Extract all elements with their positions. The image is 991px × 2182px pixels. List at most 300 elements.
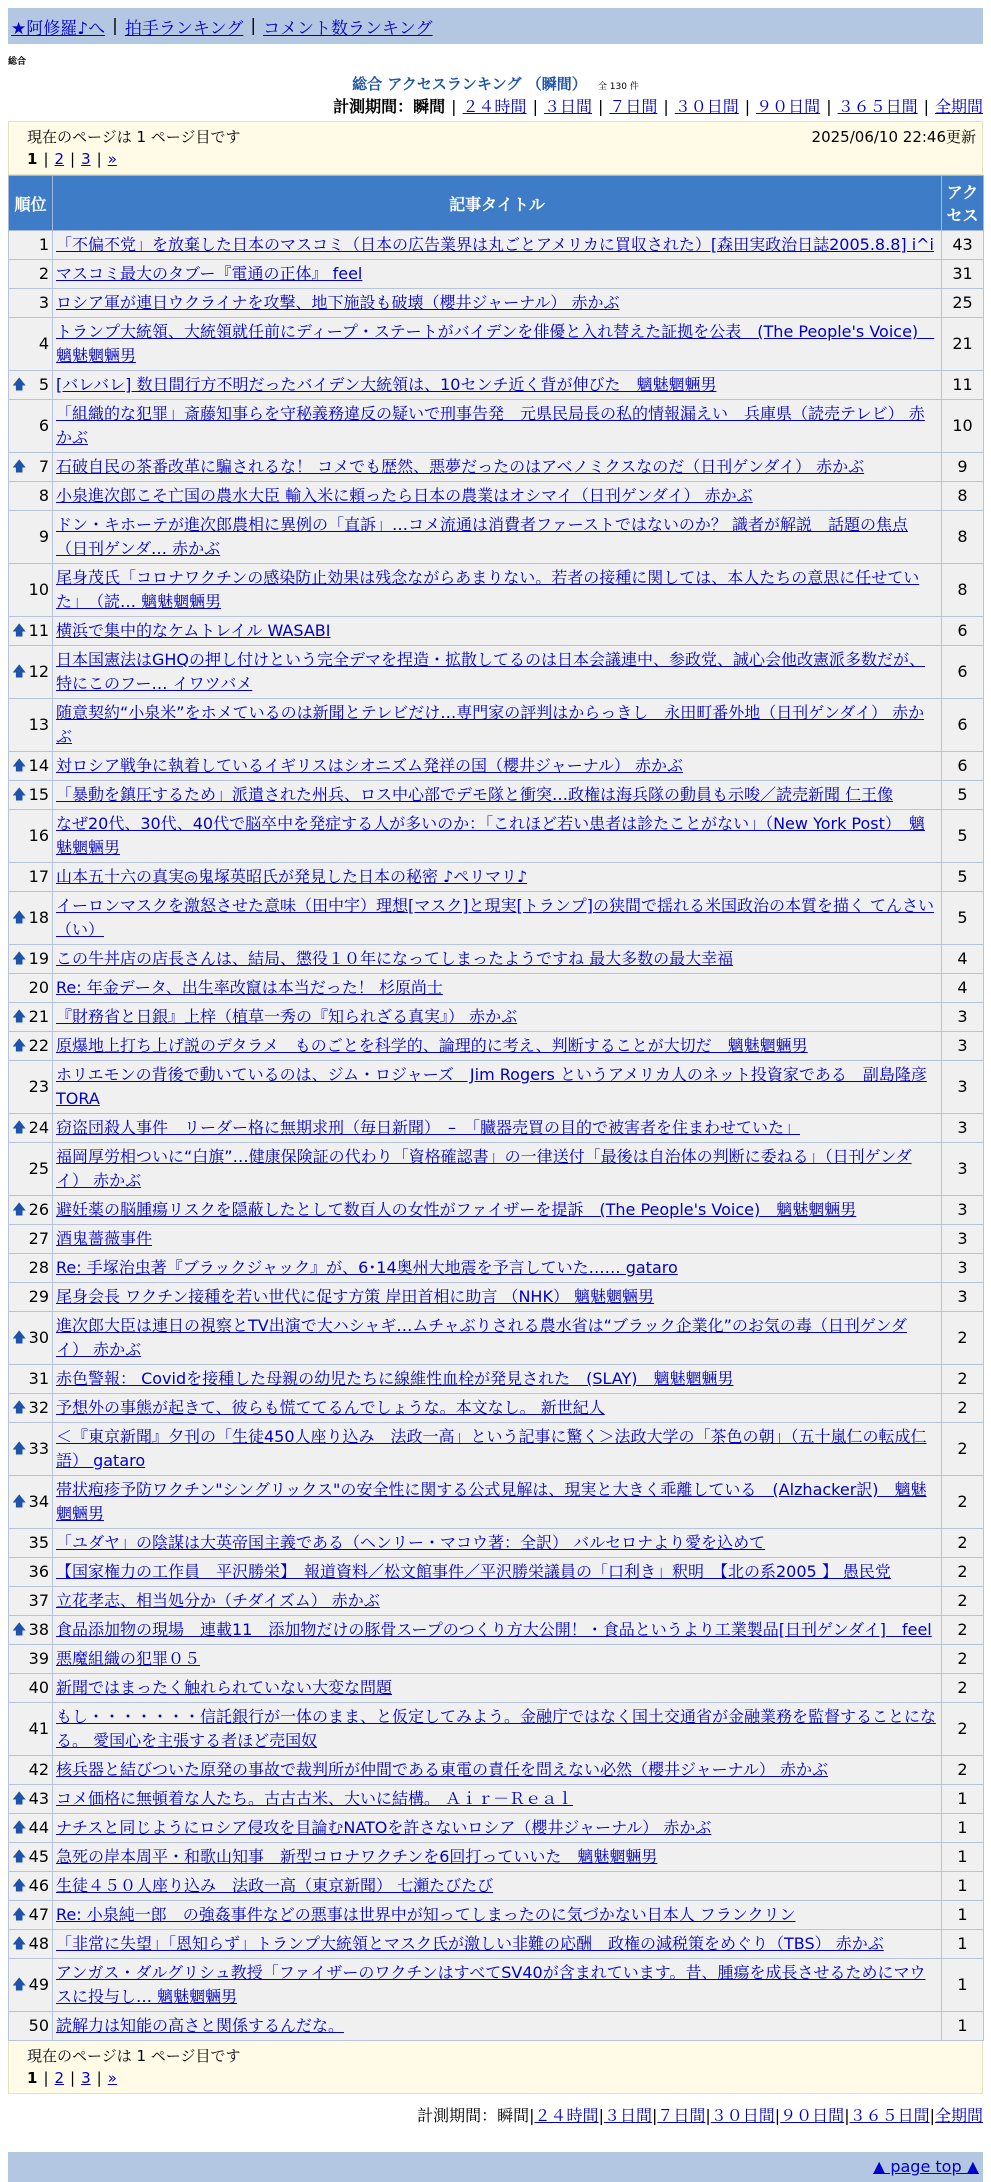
period-option-link[interactable]: ３０日間 bbox=[710, 2106, 775, 2125]
up-arrow-icon: 🡅 bbox=[12, 1120, 27, 1136]
rank-number: 35 bbox=[28, 1533, 49, 1552]
table-row bbox=[9, 289, 984, 318]
article-title-link[interactable]: 読解力は知能の高さと関係するんだな。 bbox=[56, 2016, 345, 2035]
up-arrow-icon: 🡅 bbox=[12, 1441, 27, 1457]
comment-ranking-link[interactable]: コメント数ランキング bbox=[263, 18, 433, 39]
title-cell bbox=[53, 1254, 942, 1283]
page-separator: | bbox=[43, 150, 49, 168]
up-arrow-icon: 🡅 bbox=[12, 1400, 27, 1416]
article-title-link[interactable]: 悪魔組織の犯罪０５ bbox=[56, 1649, 201, 1668]
page-info: 現在のページは 1 ページ目です bbox=[27, 128, 241, 146]
top-nav-bar bbox=[8, 8, 983, 44]
title-cell bbox=[53, 564, 942, 617]
table-row bbox=[9, 974, 984, 1003]
table-row bbox=[9, 453, 984, 482]
article-title-link[interactable]: 山本五十六の真実◎鬼塚英昭氏が発見した日本の秘密 ♪ペリマリ♪ bbox=[56, 867, 528, 886]
rank-number: 25 bbox=[28, 1159, 49, 1178]
access-count: 1 bbox=[942, 1843, 984, 1872]
article-title-link[interactable]: 進次郎大臣は連日の視察とTV出演で大ハシャギ…ムチャぶりされる農水省は“ブラック企業化”のお気の毒（日刊ゲンダイ） 赤かぶ bbox=[56, 1316, 907, 1359]
rank-number: 38 bbox=[28, 1620, 49, 1639]
rank-number: 41 bbox=[28, 1719, 49, 1738]
applause-ranking-link[interactable]: 拍手ランキング bbox=[124, 18, 244, 39]
article-title-link[interactable]: Re: 小泉純一郎 の強姦事件などの悪事は世界中が知ってしまったのに気づかない日本人 フランクリン bbox=[56, 1905, 796, 1924]
title-cell bbox=[53, 1616, 942, 1645]
title-cell bbox=[53, 1529, 942, 1558]
title-cell bbox=[53, 1032, 942, 1061]
rank-number: 9 bbox=[38, 527, 49, 546]
title-cell bbox=[53, 646, 942, 699]
article-title-link[interactable]: 「非常に失望」「恩知らず」トランプ大統領とマスク氏が激しい非難の応酬 政権の減税策をめぐり（TBS） 赤かぶ bbox=[56, 1934, 884, 1953]
access-count: 3 bbox=[942, 1061, 984, 1114]
period-label: 計測期間： bbox=[333, 97, 414, 116]
section-label: 総合 bbox=[8, 57, 27, 67]
access-count: 9 bbox=[942, 453, 984, 482]
period-option-link[interactable]: ７日間 bbox=[657, 2106, 706, 2125]
up-arrow-icon: 🡅 bbox=[12, 623, 27, 639]
access-count: 3 bbox=[942, 1196, 984, 1225]
title-cell bbox=[53, 1365, 942, 1394]
period-option-link[interactable]: ３日間 bbox=[603, 2106, 652, 2125]
article-title-link[interactable]: [バレバレ] 数日間行方不明だったバイデン大統領は、10センチ近く背が伸びた 魑魅魍魎男 bbox=[56, 375, 717, 394]
access-count: 3 bbox=[942, 1143, 984, 1196]
up-arrow-icon: 🡅 bbox=[12, 1849, 27, 1865]
title-cell bbox=[53, 1061, 942, 1114]
table-row bbox=[9, 1930, 984, 1959]
title-cell bbox=[53, 1312, 942, 1365]
access-count: 25 bbox=[942, 289, 984, 318]
table-row bbox=[9, 781, 984, 810]
rank-cell bbox=[9, 371, 53, 400]
table-row bbox=[9, 1394, 984, 1423]
rank-cell bbox=[9, 1843, 53, 1872]
period-option-link[interactable]: ２４時間 bbox=[462, 97, 527, 116]
rank-number: 23 bbox=[28, 1077, 49, 1096]
article-title-link[interactable]: 【国家権力の工作員 平沢勝栄】 報道資料／松文館事件／平沢勝栄議員の「口利き」釈明 【北の系2005 】 愚民党 bbox=[56, 1562, 891, 1581]
rank-number: 11 bbox=[28, 621, 49, 640]
table-row bbox=[9, 1114, 984, 1143]
access-count: 5 bbox=[942, 810, 984, 863]
article-title-link[interactable]: 急死の岸本周平・和歌山知事 新型コロナワクチンを6回打っていいた 魑魅魍魎男 bbox=[56, 1847, 658, 1866]
article-title-link[interactable]: Re: 手塚治虫著『ブラックジャック』が、6･14奥州大地震を予言していた…… gataro bbox=[56, 1258, 678, 1277]
period-option-link[interactable]: ３０日間 bbox=[674, 97, 739, 116]
page-separator: | bbox=[70, 2069, 76, 2087]
table-row bbox=[9, 400, 984, 453]
table-row bbox=[9, 482, 984, 511]
access-count: 2 bbox=[942, 1365, 984, 1394]
table-row bbox=[9, 260, 984, 289]
period-separator: | bbox=[774, 2106, 781, 2125]
page-top-link[interactable]: ▲ page top ▲ bbox=[872, 2157, 979, 2176]
article-title-link[interactable]: コメ価格に無頓着な人たち。古古古米、大いに結構。 Ａｉｒ－Ｒｅａｌ bbox=[56, 1789, 574, 1808]
title-cell bbox=[53, 863, 942, 892]
table-row bbox=[9, 945, 984, 974]
up-arrow-icon: 🡅 bbox=[12, 1791, 27, 1807]
table-row bbox=[9, 1756, 984, 1785]
table-row bbox=[9, 1959, 984, 2012]
ranking-title-text: 総合 アクセスランキング （瞬間） bbox=[352, 75, 587, 93]
page-link[interactable]: 2 bbox=[54, 150, 65, 168]
access-count: 8 bbox=[942, 564, 984, 617]
access-count: 1 bbox=[942, 1930, 984, 1959]
title-cell bbox=[53, 1645, 942, 1674]
rank-number: 43 bbox=[28, 1789, 49, 1808]
article-title-link[interactable]: Re: 年金データ、出生率改竄は本当だった！ 杉原尚士 bbox=[56, 978, 443, 997]
access-count: 2 bbox=[942, 1674, 984, 1703]
rank-cell bbox=[9, 318, 53, 371]
article-title-link[interactable]: 予想外の事態が起きて、彼らも慌ててるんでしょうな。本文なし。 新世紀人 bbox=[56, 1398, 605, 1417]
table-row bbox=[9, 1674, 984, 1703]
title-cell bbox=[53, 482, 942, 511]
article-title-link[interactable]: アンガス・ダルグリシュ教授「ファイザーのワクチンはすべてSV40が含まれています。昔、腫瘍を成長させるためにマウスに投与し… 魑魅魍魎男 bbox=[56, 1963, 926, 2006]
period-option-link[interactable]: ７日間 bbox=[609, 97, 658, 116]
period-option-link[interactable]: 全期間 bbox=[934, 97, 983, 116]
rank-cell bbox=[9, 1930, 53, 1959]
rank-number: 50 bbox=[28, 2016, 49, 2035]
title-cell bbox=[53, 1587, 942, 1616]
article-title-link[interactable]: ＜『東京新聞』夕刊の「生徒450人座り込み 法政一高」という記事に驚く＞法政大学の「茶色の朝」（五十嵐仁の転成仁語） gataro bbox=[56, 1427, 927, 1470]
pagination bbox=[27, 150, 117, 168]
rank-number: 20 bbox=[28, 978, 49, 997]
access-count: 8 bbox=[942, 511, 984, 564]
access-count: 6 bbox=[942, 617, 984, 646]
title-cell bbox=[53, 1196, 942, 1225]
table-row bbox=[9, 564, 984, 617]
table-row bbox=[9, 1814, 984, 1843]
period-option-link[interactable]: ９０日間 bbox=[780, 2106, 845, 2125]
table-row bbox=[9, 1901, 984, 1930]
rank-number: 27 bbox=[28, 1229, 49, 1248]
article-title-link[interactable]: 酒鬼薔薇事件 bbox=[56, 1229, 153, 1248]
page-info: 現在のページは 1 ページ目です bbox=[27, 2047, 241, 2065]
rank-number: 24 bbox=[28, 1118, 49, 1137]
next-page-link[interactable]: » bbox=[107, 2069, 117, 2087]
article-title-link[interactable]: 日本国憲法はGHQの押し付けという完全デマを捏造・拡散してるのは日本会議連中、参政党、誠心会他改憲派多数だが、特にこのフー… イワツバメ bbox=[56, 650, 926, 693]
rank-cell bbox=[9, 400, 53, 453]
table-row bbox=[9, 1872, 984, 1901]
article-title-link[interactable]: ホリエモンの背後で動いているのは、ジム・ロジャーズ Jim Rogers というアメリカ人のネット投資家である 副島隆彦 TORA bbox=[56, 1065, 927, 1108]
rank-number: 6 bbox=[38, 416, 49, 435]
access-count: 2 bbox=[942, 1616, 984, 1645]
period-option-link[interactable]: ３６５日間 bbox=[837, 97, 918, 116]
period-separator: | bbox=[844, 2106, 850, 2125]
period-option-link[interactable]: ９０日間 bbox=[756, 97, 821, 116]
rank-number: 16 bbox=[28, 826, 49, 845]
table-row bbox=[9, 1476, 984, 1529]
access-count: 5 bbox=[942, 892, 984, 945]
rank-cell bbox=[9, 2012, 53, 2041]
table-row bbox=[9, 1365, 984, 1394]
rank-cell bbox=[9, 1061, 53, 1114]
access-count: 2 bbox=[942, 1312, 984, 1365]
article-title-link[interactable]: 尾身茂氏「コロナワクチンの感染防止効果は残念ながらあまりない。若者の接種に関しては、本人たちの意思に任せていた」 （読… 魑魅魍魎男 bbox=[56, 568, 920, 611]
article-title-link[interactable]: トランプ大統領、大統領就任前にディープ・ステートがバイデンを俳優と入れ替えた証拠を公表 (The People's Voice) 魑魅魍魎男 bbox=[56, 322, 935, 365]
table-row bbox=[9, 1254, 984, 1283]
access-count: 8 bbox=[942, 482, 984, 511]
access-count: 2 bbox=[942, 1645, 984, 1674]
table-row bbox=[9, 1645, 984, 1674]
rank-cell bbox=[9, 1143, 53, 1196]
period-current: 瞬間 bbox=[497, 2106, 530, 2125]
rank-cell bbox=[9, 617, 53, 646]
article-title-link[interactable]: 「暴動を鎮圧するため」派遣された州兵、ロス中心部でデモ隊と衝突…政権は海兵隊の動員も示唆／読売新聞 仁王像 bbox=[56, 785, 894, 804]
rank-number: 29 bbox=[28, 1287, 49, 1306]
rank-cell bbox=[9, 1003, 53, 1032]
rank-number: 2 bbox=[38, 264, 49, 283]
rank-number: 15 bbox=[28, 785, 49, 804]
period-separator: | bbox=[529, 2106, 535, 2125]
title-cell bbox=[53, 699, 942, 752]
title-cell bbox=[53, 400, 942, 453]
access-count: 6 bbox=[942, 752, 984, 781]
article-title-link[interactable]: 「組織的な犯罪」斎藤知事らを守秘義務違反の疑いで刑事告発 元県民局長の私的情報漏えい 兵庫県（読売テレビ） 赤かぶ bbox=[56, 404, 925, 447]
next-page-link[interactable]: » bbox=[107, 150, 117, 168]
article-title-link[interactable]: 立花孝志、相当処分か（チダイズム） 赤かぶ bbox=[56, 1591, 380, 1610]
page-separator: | bbox=[96, 150, 102, 168]
rank-cell bbox=[9, 482, 53, 511]
rank-number: 17 bbox=[28, 867, 49, 886]
period-separator: | bbox=[929, 2106, 935, 2125]
access-count: 3 bbox=[942, 1254, 984, 1283]
access-count: 43 bbox=[942, 231, 984, 260]
title-cell bbox=[53, 1114, 942, 1143]
title-cell bbox=[53, 1143, 942, 1196]
rank-number: 37 bbox=[28, 1591, 49, 1610]
article-title-link[interactable]: 小泉進次郎こそ亡国の農水大臣 輸入米に頼ったら日本の農業はオシマイ（日刊ゲンダイ） 赤かぶ bbox=[56, 486, 753, 505]
article-title-link[interactable]: 対ロシア戦争に執着しているイギリスはシオニズム発祥の国（櫻井ジャーナル） 赤かぶ bbox=[56, 756, 684, 775]
article-title-link[interactable]: 福岡厚労相ついに“白旗”…健康保険証の代わり「資格確認書」の一律送付「最後は自治体の判断に委ねる」（日刊ゲンダイ） 赤かぶ bbox=[56, 1147, 912, 1190]
header-title: 記事タイトル bbox=[53, 176, 942, 231]
rank-number: 48 bbox=[28, 1934, 49, 1953]
access-count: 1 bbox=[942, 1959, 984, 2012]
table-row bbox=[9, 1558, 984, 1587]
table-row bbox=[9, 1196, 984, 1225]
rank-cell bbox=[9, 231, 53, 260]
rank-cell bbox=[9, 260, 53, 289]
access-count: 3 bbox=[942, 1032, 984, 1061]
period-separator: | bbox=[532, 97, 538, 116]
article-title-link[interactable]: マスコミ最大のタブー『電通の正体』 feel bbox=[56, 264, 363, 283]
up-arrow-icon: 🡅 bbox=[12, 1330, 27, 1346]
rank-cell bbox=[9, 1032, 53, 1061]
rank-cell bbox=[9, 511, 53, 564]
period-separator: | bbox=[651, 2106, 658, 2125]
title-cell bbox=[53, 945, 942, 974]
up-arrow-icon: 🡅 bbox=[12, 664, 27, 680]
article-title-link[interactable]: ドン・キホーテが進次郎農相に異例の「直訴」…コメ流通は消費者ファーストではないのか？ 識者が解説 話題の焦点（日刊ゲンダ… 赤かぶ bbox=[56, 515, 908, 558]
rank-cell bbox=[9, 1587, 53, 1616]
rank-number: 10 bbox=[28, 580, 49, 599]
access-count: 1 bbox=[942, 1785, 984, 1814]
up-arrow-icon: 🡅 bbox=[12, 758, 27, 774]
period-label: 計測期間： bbox=[417, 2106, 498, 2125]
table-row bbox=[9, 1616, 984, 1645]
article-title-link[interactable]: 窃盗団殺人事件 リーダー格に無期求刑（毎日新聞） – 「臓器売買の目的で被害者を住まわせていた」 bbox=[56, 1118, 801, 1137]
rank-cell bbox=[9, 1674, 53, 1703]
article-title-link[interactable]: ナチスと同じようにロシア侵攻を目論むNATOを許さないロシア（櫻井ジャーナル） 赤かぶ bbox=[56, 1818, 712, 1837]
rank-number: 32 bbox=[28, 1398, 49, 1417]
article-title-link[interactable]: 石破自民の茶番改革に騙されるな！ コメでも歴然、悪夢だったのはアベノミクスなのだ（日刊ゲンダイ） 赤かぶ bbox=[56, 457, 865, 476]
access-count: 1 bbox=[942, 1872, 984, 1901]
article-title-link[interactable]: 随意契約“小泉米”をホメているのは新聞とテレビだけ…専門家の評判はからっきし 永田町番外地（日刊ゲンダイ） 赤かぶ bbox=[56, 703, 925, 746]
rank-number: 5 bbox=[38, 375, 49, 394]
pager-bottom bbox=[8, 2041, 983, 2094]
up-arrow-icon: 🡅 bbox=[12, 1820, 27, 1836]
title-cell bbox=[53, 231, 942, 260]
up-arrow-icon: 🡅 bbox=[12, 1878, 27, 1894]
table-row bbox=[9, 318, 984, 371]
page-link[interactable]: 3 bbox=[81, 150, 91, 168]
title-cell bbox=[53, 2012, 942, 2041]
rank-cell bbox=[9, 564, 53, 617]
rank-cell bbox=[9, 1394, 53, 1423]
access-count: 1 bbox=[942, 1901, 984, 1930]
table-row bbox=[9, 1785, 984, 1814]
article-title-link[interactable]: 避妊薬の脳腫瘍リスクを隠蔽したとして数百人の女性がファイザーを提訴 (The People's Voice) 魑魅魍魎男 bbox=[56, 1200, 857, 1219]
title-cell bbox=[53, 1558, 942, 1587]
period-separator: | bbox=[705, 2106, 711, 2125]
rank-cell bbox=[9, 1872, 53, 1901]
rank-number: 12 bbox=[28, 662, 49, 681]
access-count: 21 bbox=[942, 318, 984, 371]
table-row bbox=[9, 1529, 984, 1558]
article-title-link[interactable]: 原爆地上打ち上げ説のデタラメ ものごとを科学的、論理的に考え、判断することが大切だ 魑魅魍魎男 bbox=[56, 1036, 808, 1055]
article-title-link[interactable]: 尾身会長 ワクチン接種を若い世代に促す方策 岸田首相に助言 （NHK） 魑魅魍魎男 bbox=[56, 1287, 655, 1306]
article-title-link[interactable]: 赤色警報： Covidを接種した母親の幼児たちに線維性血栓が発見された (SLAY) 魑魅魍魎男 bbox=[56, 1369, 734, 1388]
article-title-link[interactable]: この牛丼店の店長さんは、結局、懲役１０年になってしまったようですね 最大多数の最大幸福 bbox=[56, 949, 734, 968]
title-cell bbox=[53, 453, 942, 482]
table-row bbox=[9, 1587, 984, 1616]
header-rank: 順位 bbox=[9, 176, 53, 231]
rank-number: 30 bbox=[28, 1328, 49, 1347]
article-title-link[interactable]: 食品添加物の現場 連載11 添加物だけの豚骨スープのつくり方大公開！・食品というより工業製品[日刊ゲンダイ] feel bbox=[56, 1620, 932, 1639]
current-page: 1 bbox=[27, 150, 38, 168]
page-link[interactable]: 3 bbox=[81, 2069, 91, 2087]
rank-number: 18 bbox=[28, 908, 49, 927]
article-title-link[interactable]: 『財務省と日銀』上梓（植草一秀の『知られざる真実』） 赤かぶ bbox=[56, 1007, 518, 1026]
rank-cell bbox=[9, 1616, 53, 1645]
title-cell bbox=[53, 318, 942, 371]
article-title-link[interactable]: 帯状疱疹予防ワクチン"シングリックス"の安全性に関する公式見解は、現実と大きく乖離している (Alzhacker訳) 魑魅魍魎男 bbox=[56, 1480, 927, 1523]
rank-number: 14 bbox=[28, 756, 49, 775]
rank-number: 40 bbox=[28, 1678, 49, 1697]
article-title-link[interactable]: なぜ20代、30代、40代で脳卒中を発症する人が多いのか：「これほど若い患者は診たことがない」（New York Post） 魑魅魍魎男 bbox=[56, 814, 925, 857]
access-count: 2 bbox=[942, 1558, 984, 1587]
title-cell bbox=[53, 1003, 942, 1032]
rank-cell bbox=[9, 1645, 53, 1674]
rank-cell bbox=[9, 1901, 53, 1930]
rank-cell bbox=[9, 1196, 53, 1225]
period-option-link[interactable]: 全期間 bbox=[934, 2106, 983, 2125]
access-count: 2 bbox=[942, 1394, 984, 1423]
title-cell bbox=[53, 371, 942, 400]
period-option-link[interactable]: ３日間 bbox=[543, 97, 592, 116]
article-title-link[interactable]: 横浜で集中的なケムトレイル WASABI bbox=[56, 621, 331, 640]
article-title-link[interactable]: 新聞ではまったく触れられていない大変な問題 bbox=[56, 1678, 393, 1697]
article-title-link[interactable]: 核兵器と結びついた原発の事故で裁判所が仲間である東電の責任を問えない必然（櫻井ジャーナル） 赤かぶ bbox=[56, 1760, 828, 1779]
rank-number: 46 bbox=[28, 1876, 49, 1895]
rank-number: 36 bbox=[28, 1562, 49, 1581]
article-title-link[interactable]: ロシア軍が連日ウクライナを攻撃、地下施設も破壊（櫻井ジャーナル） 赤かぶ bbox=[56, 293, 620, 312]
rank-number: 45 bbox=[28, 1847, 49, 1866]
title-cell bbox=[53, 1423, 942, 1476]
article-title-link[interactable]: 「不偏不党」を放棄した日本のマスコミ（日本の広告業界は丸ごとアメリカに買収された）[森田実政治日誌2005.8.8] i^i bbox=[56, 235, 934, 254]
title-cell bbox=[53, 617, 942, 646]
up-arrow-icon: 🡅 bbox=[12, 459, 27, 475]
rank-number: 7 bbox=[38, 457, 49, 476]
period-option-link[interactable]: ２４時間 bbox=[534, 2106, 599, 2125]
access-count: 3 bbox=[942, 1225, 984, 1254]
rank-cell bbox=[9, 646, 53, 699]
table-row bbox=[9, 231, 984, 260]
up-arrow-icon: 🡅 bbox=[12, 1494, 27, 1510]
table-row bbox=[9, 1143, 984, 1196]
rank-number: 28 bbox=[28, 1258, 49, 1277]
table-row bbox=[9, 863, 984, 892]
period-separator: | bbox=[451, 97, 457, 116]
rank-cell bbox=[9, 810, 53, 863]
rank-cell bbox=[9, 699, 53, 752]
period-option-link[interactable]: ３６５日間 bbox=[849, 2106, 930, 2125]
access-count: 11 bbox=[942, 371, 984, 400]
rank-cell bbox=[9, 1476, 53, 1529]
rank-cell bbox=[9, 1254, 53, 1283]
rank-cell bbox=[9, 1959, 53, 2012]
article-title-link[interactable]: イーロンマスクを激怒させた意味（田中宇）理想[マスク]と現実[トランプ]の狭間で揺れる米国政治の本質を描く てんさい（い） bbox=[56, 896, 935, 939]
up-arrow-icon: 🡅 bbox=[12, 1907, 27, 1923]
up-arrow-icon: 🡅 bbox=[12, 1038, 27, 1054]
article-title-link[interactable]: もし・・・・・・・信託銀行が一体のまま、と仮定してみよう。金融庁ではなく国土交通省が金融業務を監督することになる。 愛国心を主張する者ほど売国奴 bbox=[56, 1707, 937, 1750]
rank-number: 34 bbox=[28, 1492, 49, 1511]
rank-cell bbox=[9, 863, 53, 892]
up-arrow-icon: 🡅 bbox=[12, 1009, 27, 1025]
title-cell bbox=[53, 1476, 942, 1529]
home-link[interactable]: ★阿修羅♪へ bbox=[11, 18, 106, 39]
rank-number: 21 bbox=[28, 1007, 49, 1026]
up-arrow-icon: 🡅 bbox=[12, 377, 27, 393]
title-cell bbox=[53, 1674, 942, 1703]
title-cell bbox=[53, 1872, 942, 1901]
title-cell bbox=[53, 1959, 942, 2012]
rank-number: 19 bbox=[28, 949, 49, 968]
access-count: 5 bbox=[942, 863, 984, 892]
page-link[interactable]: 2 bbox=[54, 2069, 65, 2087]
rank-number: 49 bbox=[28, 1975, 49, 1994]
rank-number: 26 bbox=[28, 1200, 49, 1219]
rank-cell bbox=[9, 453, 53, 482]
up-arrow-icon: 🡅 bbox=[12, 1202, 27, 1218]
access-count: 10 bbox=[942, 400, 984, 453]
title-cell bbox=[53, 289, 942, 318]
nav-separator: | bbox=[112, 16, 118, 36]
article-title-link[interactable]: 生徒４５０人座り込み 法政一高（東京新聞） 七瀬たびたび bbox=[56, 1876, 494, 1895]
title-cell bbox=[53, 1283, 942, 1312]
period-separator: | bbox=[663, 97, 669, 116]
up-arrow-icon: 🡅 bbox=[12, 910, 27, 926]
rank-number: 3 bbox=[38, 293, 49, 312]
rank-cell bbox=[9, 1756, 53, 1785]
pagination bbox=[27, 2069, 117, 2087]
page-separator: | bbox=[43, 2069, 49, 2087]
rank-cell bbox=[9, 752, 53, 781]
title-cell bbox=[53, 1703, 942, 1756]
access-count: 6 bbox=[942, 646, 984, 699]
rank-number: 22 bbox=[28, 1036, 49, 1055]
rank-cell bbox=[9, 1365, 53, 1394]
rank-cell bbox=[9, 1814, 53, 1843]
access-count: 4 bbox=[942, 945, 984, 974]
table-row bbox=[9, 752, 984, 781]
article-title-link[interactable]: 「ユダヤ」の陰謀は大英帝国主義である（ヘンリー・マコウ著：全訳） バルセロナより愛を込めて bbox=[56, 1533, 766, 1552]
